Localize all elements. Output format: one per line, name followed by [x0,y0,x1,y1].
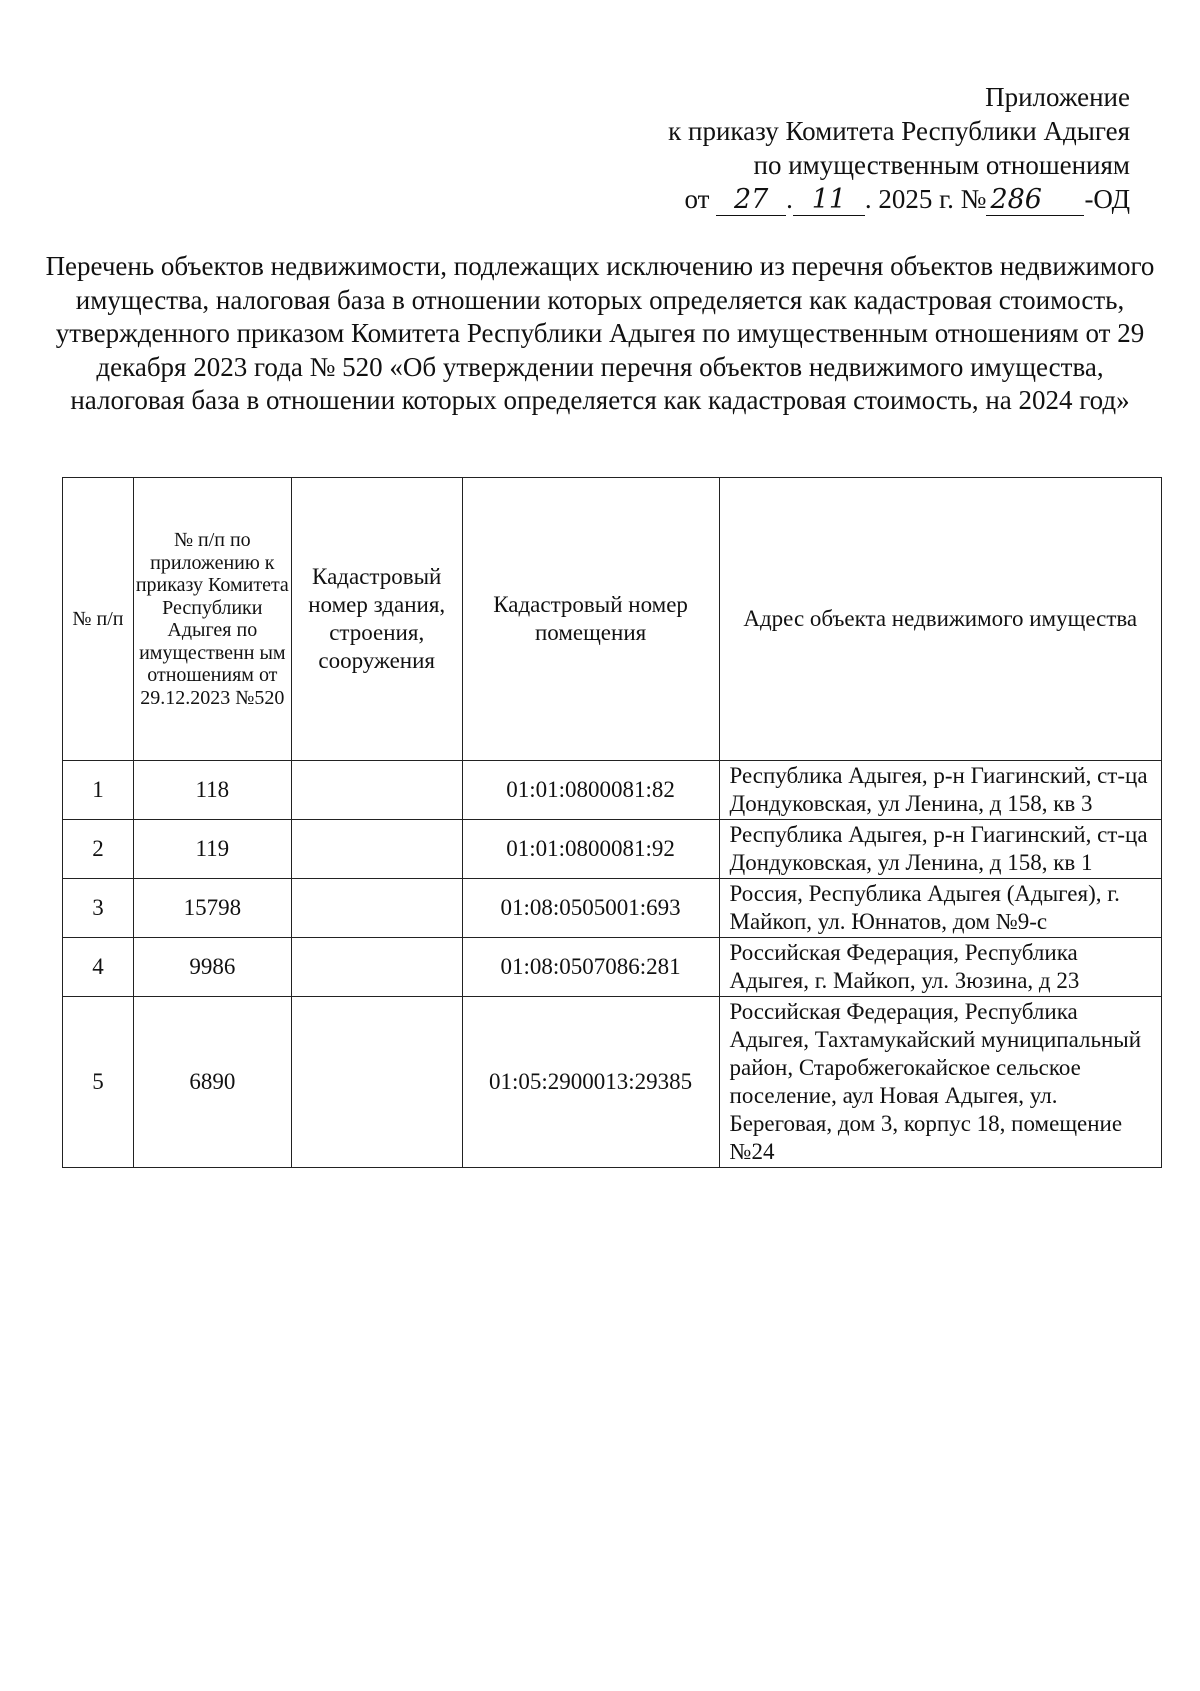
document-title: Перечень объектов недвижимости, подлежащих исключению из перечня объектов недвижимого имущества, налоговая база в отношении которых определяется как кадастровая стоимость, утвержденного приказом Комитета Республики Адыгея по имущественным отношениям от 29 декабря 2023 года № 520 «Об утверждении перечня объектов недвижимого имущества, налоговая база в отношении которых определяется как кадастровая стоимость, на 2024 год» [45,251,1155,415]
cell-row-number: 2 [63,820,134,879]
year-and-number-label: 2025 г. № [878,184,987,214]
property-table [62,477,1162,1168]
header-address: Адрес объекта недвижимого имущества [719,478,1161,761]
appendix-label: Приложение [985,82,1130,112]
header-row-number: № п/п [63,478,134,761]
cell-address: Российская Федерация, Республика Адыгея, Тахтамукайский муниципальный район, Старобжегокайское сельское поселение, аул Новая Адыгея, ул. Береговая, дом 3, корпус 18, помещение №24 [719,997,1161,1168]
order-date-number [684,182,1130,216]
cell-building-cadastral [291,820,462,879]
date-dot-2: . [864,184,872,214]
cell-appendix-number: 119 [133,820,291,879]
table-row [63,997,1162,1168]
cell-address: Республика Адыгея, р-н Гиагинский, ст-ца Дондуковская, ул Ленина, д 158, кв 3 [719,761,1161,820]
table-header-row [63,478,1162,761]
cell-premises-cadastral: 01:08:0505001:693 [462,879,719,938]
date-dot-1: . [786,184,793,214]
handwritten-order-number: 286 [986,185,1084,216]
cell-premises-cadastral: 01:08:0507086:281 [462,938,719,997]
header-appendix-number: № п/п по приложению к приказу Комитета Республики Адыгея по имущественн ым отношениям от 29.12.2023 №520 [133,478,291,761]
cell-appendix-number: 9986 [133,938,291,997]
handwritten-day: 27 [716,185,786,216]
table-row [63,761,1162,820]
cell-building-cadastral [291,938,462,997]
cell-address: Республика Адыгея, р-н Гиагинский, ст-ца Дондуковская, ул Ленина, д 158, кв 1 [719,820,1161,879]
cell-row-number: 4 [63,938,134,997]
order-suffix: -ОД [1084,184,1130,214]
cell-building-cadastral [291,879,462,938]
header-building-cadastral: Кадастровый номер здания, строения, сооружения [291,478,462,761]
cell-premises-cadastral: 01:05:2900013:29385 [462,997,719,1168]
committee-line: по имущественным отношениям [753,150,1130,180]
cell-appendix-number: 6890 [133,997,291,1168]
cell-address: Российская Федерация, Республика Адыгея, г. Майкоп, ул. Зюзина, д 23 [719,938,1161,997]
cell-appendix-number: 118 [133,761,291,820]
order-reference-line: к приказу Комитета Республики Адыгея [668,116,1130,146]
header-premises-cadastral: Кадастровый номер помещения [462,478,719,761]
cell-building-cadastral [291,761,462,820]
cell-appendix-number: 15798 [133,879,291,938]
document-header [668,80,1130,216]
cell-premises-cadastral: 01:01:0800081:82 [462,761,719,820]
cell-building-cadastral [291,997,462,1168]
handwritten-month: 11 [793,185,865,216]
cell-row-number: 1 [63,761,134,820]
cell-row-number: 5 [63,997,134,1168]
cell-row-number: 3 [63,879,134,938]
cell-address: Россия, Республика Адыгея (Адыгея), г. Майкоп, ул. Юннатов, дом №9-с [719,879,1161,938]
cell-premises-cadastral: 01:01:0800081:92 [462,820,719,879]
table-row [63,938,1162,997]
table-row [63,820,1162,879]
table-row [63,879,1162,938]
date-prefix: от [684,184,710,214]
